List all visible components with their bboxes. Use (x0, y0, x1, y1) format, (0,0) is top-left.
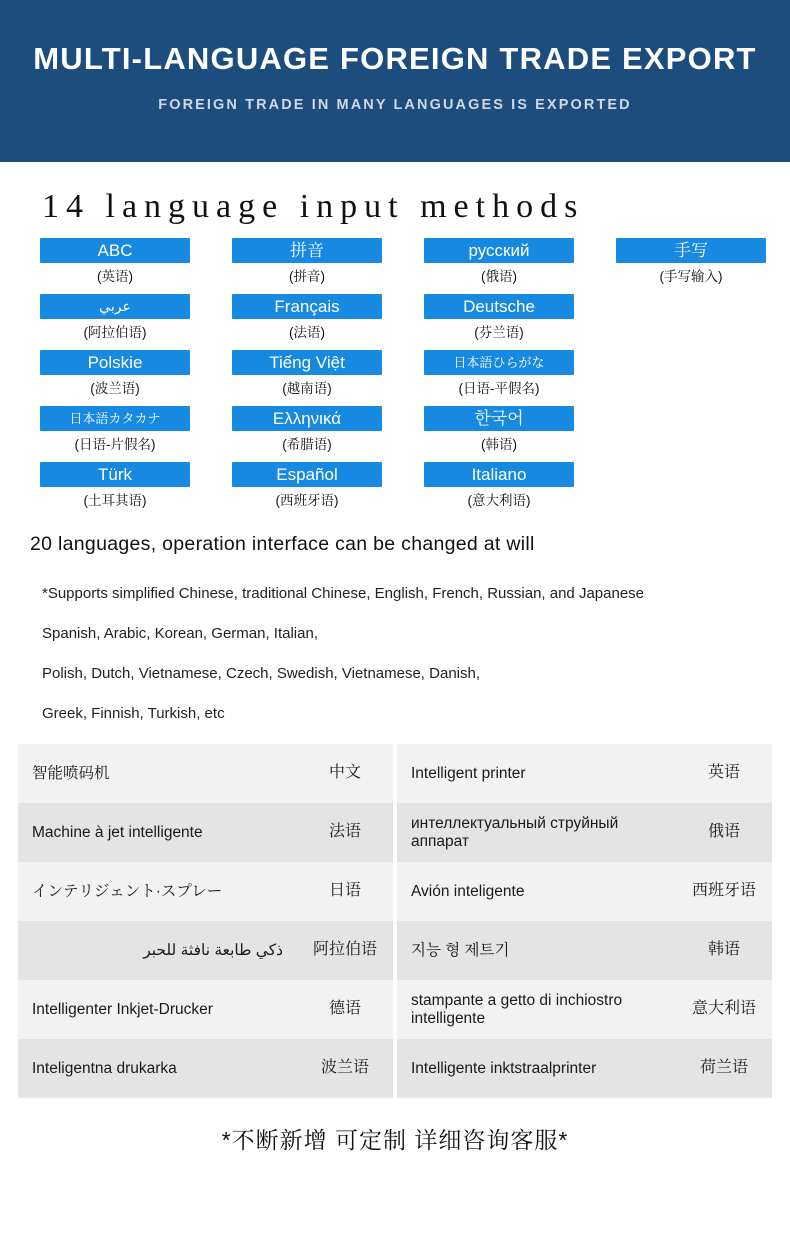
language-cell: 西班牙语 (691, 882, 756, 900)
language-chip[interactable]: Polskie (40, 350, 190, 375)
language-chip[interactable]: Ελληνικά (232, 406, 382, 431)
language-cell: 波兰语 (320, 1059, 369, 1077)
table-row (397, 862, 772, 921)
language-chip[interactable]: 日本語ひらがな (424, 350, 574, 375)
table-row (397, 921, 772, 980)
language-chip-label: (意大利语) (467, 493, 531, 508)
language-chip-label: (手写输入) (659, 269, 723, 284)
language-chip-grid (40, 238, 780, 509)
chip-cell (40, 294, 190, 341)
table-row (18, 980, 393, 1039)
chip-cell (40, 350, 190, 397)
header-banner (0, 0, 790, 162)
chip-cell (232, 462, 382, 509)
section-title: 14 language input methods (42, 188, 585, 225)
chip-cell-empty (616, 350, 766, 397)
language-chip-label: (日语-片假名) (74, 437, 156, 452)
table-row (18, 862, 393, 921)
statement-line: 20 languages, operation interface can be changed at will (30, 533, 535, 555)
language-cell: 俄语 (707, 823, 740, 841)
language-cell: 英语 (707, 764, 740, 782)
table-row (397, 803, 772, 862)
chip-cell (424, 406, 574, 453)
language-cell: 阿拉伯语 (312, 941, 377, 959)
chip-cell (40, 406, 190, 453)
language-chip-placeholder (616, 350, 766, 375)
language-chip-label: (俄语) (481, 269, 517, 284)
language-chip[interactable]: 拼音 (232, 238, 382, 263)
translation-table-right (397, 744, 772, 1098)
term-cell: Intelligent printer (411, 764, 526, 782)
language-chip-placeholder (616, 294, 766, 319)
translation-table-left (18, 744, 393, 1098)
banner-title: MULTI-LANGUAGE FOREIGN TRADE EXPORT (33, 41, 757, 76)
language-chip[interactable]: Italiano (424, 462, 574, 487)
language-chip[interactable]: Türk (40, 462, 190, 487)
chip-cell (424, 462, 574, 509)
language-chip-label: (韩语) (481, 437, 517, 452)
language-chip[interactable]: 手写 (616, 238, 766, 263)
term-cell: Machine à jet intelligente (32, 823, 203, 841)
language-chip-label: (希腊语) (282, 437, 332, 452)
chip-cell (424, 294, 574, 341)
language-cell: 韩语 (707, 941, 740, 959)
term-cell: 지능 형 제트기 (411, 941, 510, 959)
chip-cell-empty (616, 294, 766, 341)
language-chip-placeholder (616, 406, 766, 431)
chip-row (40, 462, 780, 509)
table-row (397, 1039, 772, 1098)
term-cell: Intelligenter Inkjet-Drucker (32, 1000, 213, 1018)
term-cell: интеллектуальный струйный аппарат (411, 814, 619, 850)
chip-cell (40, 462, 190, 509)
table-row (18, 744, 393, 803)
term-cell: Avión inteligente (411, 882, 525, 900)
note-line: *Supports simplified Chinese, traditional Chinese, English, French, Russian, and Japanese (42, 585, 644, 602)
language-cell: 荷兰语 (699, 1059, 748, 1077)
chip-cell (424, 350, 574, 397)
note-line: Polish, Dutch, Vietnamese, Czech, Swedish, Vietnamese, Danish, (42, 665, 481, 682)
language-chip-label: (英语) (97, 269, 133, 284)
table-row (397, 980, 772, 1039)
chip-row (40, 294, 780, 341)
language-chip[interactable]: русский (424, 238, 574, 263)
chip-row (40, 350, 780, 397)
language-chip[interactable]: Deutsche (424, 294, 574, 319)
table-row (397, 744, 772, 803)
chip-row (40, 238, 780, 285)
language-chip-label: (芬兰语) (474, 325, 524, 340)
chip-cell-empty (616, 406, 766, 453)
term-cell: ذكي طابعة نافثة للحبر (143, 941, 283, 959)
footer-note: *不断新增 可定制 详细咨询客服* (221, 1127, 569, 1153)
term-cell: Intelligente inktstraalprinter (411, 1059, 597, 1077)
language-chip[interactable]: Français (232, 294, 382, 319)
language-chip-label: (日语-平假名) (458, 381, 540, 396)
language-chip-label: (波兰语) (90, 381, 140, 396)
term-cell: Inteligentna drukarka (32, 1059, 177, 1077)
language-cell: 中文 (328, 764, 361, 782)
term-cell: インテリジェント·スプレー (32, 882, 223, 900)
language-cell: 日语 (328, 882, 361, 900)
chip-cell (424, 238, 574, 285)
chip-cell-empty (616, 462, 766, 509)
language-cell: 德语 (328, 1000, 361, 1018)
language-cell: 意大利语 (691, 1000, 756, 1018)
language-chip[interactable]: 한국어 (424, 406, 574, 431)
language-chip-label: (法语) (289, 325, 325, 340)
chip-cell (232, 294, 382, 341)
table-row (18, 1039, 393, 1098)
language-chip-label: (越南语) (282, 381, 332, 396)
language-cell: 法语 (328, 823, 361, 841)
term-cell: stampante a getto di inchiostro intelligente (411, 991, 623, 1027)
table-row (18, 921, 393, 980)
language-chip-label: (阿拉伯语) (83, 325, 147, 340)
chip-cell (232, 238, 382, 285)
banner-subtitle: FOREIGN TRADE IN MANY LANGUAGES IS EXPORTED (158, 97, 632, 114)
language-chip[interactable]: ABC (40, 238, 190, 263)
language-chip[interactable]: Español (232, 462, 382, 487)
note-line: Greek, Finnish, Turkish, etc (42, 705, 225, 722)
table-row (18, 803, 393, 862)
notes-block (42, 574, 790, 734)
chip-cell (232, 406, 382, 453)
language-chip[interactable]: عربي (40, 294, 190, 319)
language-chip[interactable]: Tiếng Việt (232, 350, 382, 375)
language-chip-label: (西班牙语) (275, 493, 339, 508)
chip-cell (616, 238, 766, 285)
term-cell: 智能喷码机 (32, 764, 110, 782)
chip-cell (40, 238, 190, 285)
translation-tables (18, 744, 772, 1098)
chip-row (40, 406, 780, 453)
chip-cell (232, 350, 382, 397)
language-chip-placeholder (616, 462, 766, 487)
note-line: Spanish, Arabic, Korean, German, Italian, (42, 625, 318, 642)
language-chip[interactable]: 日本語カタカナ (40, 406, 190, 431)
language-chip-label: (土耳其语) (83, 493, 147, 508)
language-chip-label: (拼音) (289, 269, 325, 284)
